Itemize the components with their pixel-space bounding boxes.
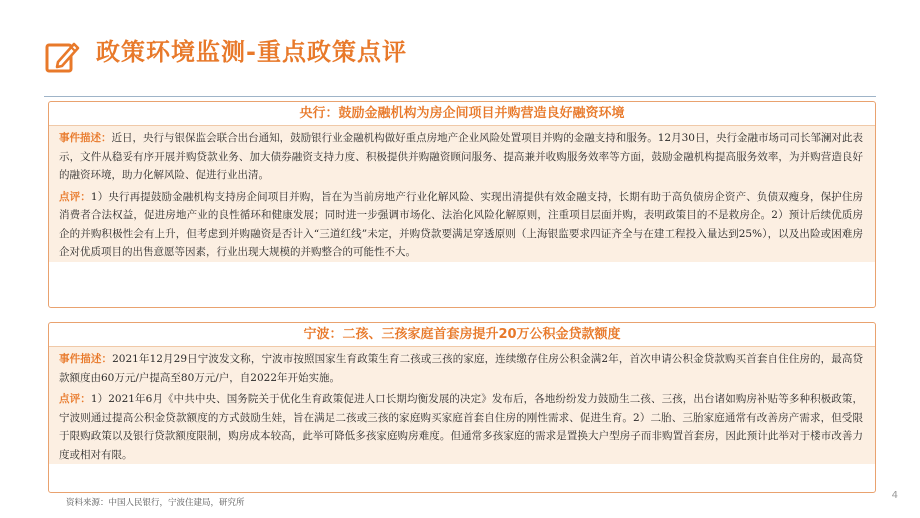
comment-text: 1）2021年6月《中共中央、国务院关于优化生育政策促进人口长期均衡发展的决定》发布后，各地纷纷发力鼓励生二孩、三孩，出台诸如购房补贴等多种积极政策，宁波则通过提高公积金贷款额度的方式鼓励生娃，旨在满足二孩或三孩的家庭购买家庭首套自住房的刚性需求、促进生育。2）二胎、三胎家庭通常有改善房产需求，但受限于限购政策以及银行贷款额度限制，购房成本较高，此举可降低多孩家庭购房难度。但通常多孩家庭的需求是置换大户型房子而非购置首套房，因此预计此举对于楼市改善力度或相对有限。 xyxy=(59,393,863,461)
event-text: 2021年12月29日宁波发文称，宁波市按照国家生育政策生育二孩或三孩的家庭，连续缴存住房公积金满2年，首次申请公积金贷款购买首套自住住房的，最高贷款额度由60万元/户提高至80万元/户，自2022年开始实施。 xyxy=(59,353,863,384)
title-divider xyxy=(44,96,876,97)
comment-label: 点评： xyxy=(59,393,91,405)
pencil-edit-icon xyxy=(44,38,80,74)
card-header: 央行：鼓励金融机构为房企间项目并购营造良好融资环境 xyxy=(49,102,875,126)
page-title: 政策环境监测-重点政策点评 xyxy=(96,38,407,66)
card-body xyxy=(49,126,875,262)
comment xyxy=(59,390,863,464)
card-header: 宁波：二孩、三孩家庭首套房提升20万公积金贷款额度 xyxy=(49,323,875,347)
event-description xyxy=(59,350,863,387)
event-label: 事件描述： xyxy=(59,353,113,365)
event-description xyxy=(59,129,863,185)
page-number: 4 xyxy=(891,490,898,501)
comment-label: 点评： xyxy=(59,190,91,203)
event-label: 事件描述： xyxy=(59,132,112,144)
policy-card-central-bank xyxy=(48,101,876,308)
policy-card-ningbo xyxy=(48,322,876,493)
comment xyxy=(59,188,863,262)
comment-text: 1）央行再提鼓励金融机构支持房企间项目并购，旨在为当前房地产行业化解风险、实现出清提供有效金融支持，长期有助于高负债房企资产、负债双瘦身，保护住房消费者合法权益，促进房地产业的良性循环和健康发展；同时进一步强调市场化、法治化风险化解原则，注重项目层面并购，表明政策目的不是救房企。2）预计后续优质房企的并购积极性会有上升，但考虑到并购融资是否计入“三道红线”未定，并购贷款要满足穿透原则（上海银监要求四证齐全与在建工程投入量达到25%），以及出险或困难房企对优质项目的出售意愿等因素，行业出现大规模的并购整合的可能性不大。 xyxy=(59,190,864,258)
card-body xyxy=(49,347,875,464)
source-note: 资料来源：中国人民银行，宁波住建局，研究所 xyxy=(66,498,245,508)
event-text: 近日，央行与银保监会联合出台通知，鼓励银行业金融机构做好重点房地产企业风险处置项目并购的金融支持和服务。12月30日，央行金融市场司司长邹澜对此表示，文件从稳妥有序开展并购贷款业务、加大债券融资支持力度、积极提供并购融资顾问服务、提高兼并收购服务效率等方面，鼓励金融机构提高服务效率，为并购营造良好的融资环境，助力化解风险、促进行业出清。 xyxy=(59,132,864,181)
